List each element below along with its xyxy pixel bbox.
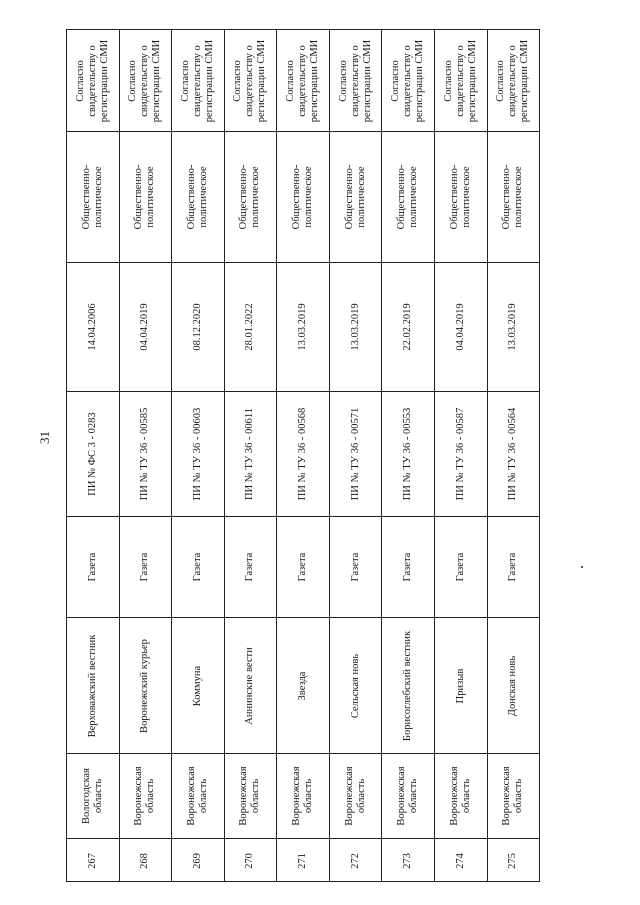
cell-media-type xyxy=(488,516,540,617)
cell-date-text: 14.04.2006 xyxy=(86,303,98,351)
cell-registration-basis xyxy=(120,30,172,131)
cell-row-number xyxy=(120,838,172,883)
cell-region xyxy=(172,753,224,838)
cell-media-name-text: Воронежский курьер xyxy=(139,638,151,733)
cell-media-type-text: Газета xyxy=(297,552,309,582)
cell-media-name-text: Сельская новь xyxy=(349,653,361,718)
cell-date xyxy=(277,262,329,391)
cell-license-number-text: ПИ № ТУ 36 - 00611 xyxy=(244,408,256,501)
cell-registration-basis-text: Согласно свидетельству о регистрации СМИ xyxy=(179,39,215,122)
cell-registration-basis xyxy=(67,30,119,131)
cell-registration-basis-text: Согласно свидетельству о регистрации СМИ xyxy=(390,39,426,122)
cell-region xyxy=(277,753,329,838)
cell-region xyxy=(225,753,277,838)
cell-license-number xyxy=(120,391,172,516)
cell-media-type xyxy=(67,516,119,617)
table-row xyxy=(435,30,488,881)
cell-row-number xyxy=(382,838,434,883)
cell-row-number xyxy=(225,838,277,883)
cell-registration-basis xyxy=(225,30,277,131)
cell-region-text: Воронежская область xyxy=(501,766,525,826)
cell-media-name-text: Призыв xyxy=(454,668,466,703)
cell-category-text: Общественно-политическое xyxy=(396,164,420,230)
cell-media-name-text: Аннинские вести xyxy=(244,646,256,725)
cell-category xyxy=(225,131,277,262)
cell-license-number-text: ПИ № ТУ 36 - 00603 xyxy=(191,407,203,501)
cell-license-number-text: ПИ № ТУ 36 - 00553 xyxy=(402,407,414,501)
cell-region-text: Воронежская область xyxy=(343,766,367,826)
cell-license-number xyxy=(67,391,119,516)
table-row xyxy=(225,30,278,881)
cell-region-text: Воронежская область xyxy=(185,766,209,826)
cell-registration-basis xyxy=(488,30,540,131)
cell-registration-basis-text: Согласно свидетельству о регистрации СМИ xyxy=(495,39,531,122)
cell-row-number-text: 271 xyxy=(297,853,309,869)
cell-license-number xyxy=(330,391,382,516)
cell-row-number xyxy=(172,838,224,883)
cell-region-text: Воронежская область xyxy=(396,766,420,826)
cell-date xyxy=(67,262,119,391)
cell-license-number-text: ПИ № ФС 3 - 0283 xyxy=(86,412,98,496)
cell-category-text: Общественно-политическое xyxy=(80,164,104,230)
cell-row-number xyxy=(435,838,487,883)
cell-category-text: Общественно-политическое xyxy=(238,164,262,230)
cell-row-number-text: 273 xyxy=(402,853,414,869)
cell-row-number-text: 269 xyxy=(191,853,203,869)
cell-media-name xyxy=(225,617,277,753)
cell-region xyxy=(382,753,434,838)
cell-date xyxy=(330,262,382,391)
cell-media-name xyxy=(382,617,434,753)
cell-date xyxy=(488,262,540,391)
cell-media-name xyxy=(330,617,382,753)
cell-row-number-text: 267 xyxy=(86,853,98,869)
cell-media-type-text: Газета xyxy=(454,552,466,582)
cell-license-number-text: ПИ № ТУ 36 - 00571 xyxy=(349,407,361,501)
cell-date xyxy=(435,262,487,391)
cell-media-type xyxy=(172,516,224,617)
cell-media-name xyxy=(277,617,329,753)
cell-registration-basis-text: Согласно свидетельству о регистрации СМИ xyxy=(74,39,110,122)
cell-license-number-text: ПИ № ТУ 36 - 00564 xyxy=(507,407,519,501)
cell-media-type-text: Газета xyxy=(507,552,519,582)
cell-row-number-text: 270 xyxy=(244,853,256,869)
cell-category xyxy=(172,131,224,262)
cell-date-text: 13.03.2019 xyxy=(507,303,519,351)
cell-media-type-text: Газета xyxy=(244,552,256,582)
cell-category xyxy=(435,131,487,262)
cell-region-text: Воронежская область xyxy=(448,766,472,826)
cell-registration-basis-text: Согласно свидетельству о регистрации СМИ xyxy=(285,39,321,122)
cell-region-text: Воронежская область xyxy=(238,766,262,826)
cell-category xyxy=(488,131,540,262)
page-number: 31 xyxy=(37,431,52,444)
table-row xyxy=(277,30,330,881)
cell-registration-basis-text: Согласно свидетельству о регистрации СМИ xyxy=(337,39,373,122)
cell-category xyxy=(120,131,172,262)
cell-registration-basis xyxy=(172,30,224,131)
cell-row-number xyxy=(488,838,540,883)
scan-speck xyxy=(581,566,583,568)
cell-region xyxy=(120,753,172,838)
cell-date-text: 22.02.2019 xyxy=(402,303,414,351)
table-row xyxy=(330,30,383,881)
cell-category-text: Общественно-политическое xyxy=(448,164,472,230)
table-row xyxy=(120,30,173,881)
cell-license-number xyxy=(172,391,224,516)
cell-region xyxy=(67,753,119,838)
cell-media-type xyxy=(330,516,382,617)
cell-date xyxy=(120,262,172,391)
cell-region xyxy=(488,753,540,838)
cell-region-text: Вологодская область xyxy=(80,767,104,825)
cell-license-number xyxy=(382,391,434,516)
cell-registration-basis-text: Согласно свидетельству о регистрации СМИ xyxy=(127,39,163,122)
cell-region xyxy=(435,753,487,838)
cell-date-text: 13.03.2019 xyxy=(297,303,309,351)
cell-date xyxy=(172,262,224,391)
cell-row-number-text: 274 xyxy=(454,853,466,869)
cell-category xyxy=(277,131,329,262)
cell-license-number-text: ПИ № ТУ 36 - 00587 xyxy=(454,407,466,501)
table-row xyxy=(488,30,541,881)
cell-category-text: Общественно-политическое xyxy=(291,164,315,230)
cell-category-text: Общественно-политическое xyxy=(185,164,209,230)
cell-media-type xyxy=(277,516,329,617)
cell-row-number xyxy=(277,838,329,883)
cell-license-number xyxy=(488,391,540,516)
cell-row-number-text: 272 xyxy=(349,853,361,869)
cell-region-text: Воронежская область xyxy=(291,766,315,826)
cell-date-text: 04.04.2019 xyxy=(139,303,151,351)
cell-media-name-text: Борисоглебский вестник xyxy=(402,630,414,741)
cell-media-type xyxy=(435,516,487,617)
cell-license-number xyxy=(435,391,487,516)
cell-date-text: 13.03.2019 xyxy=(349,303,361,351)
cell-row-number-text: 268 xyxy=(139,853,151,869)
cell-media-name-text: Звезда xyxy=(297,671,309,700)
cell-license-number xyxy=(225,391,277,516)
cell-license-number xyxy=(277,391,329,516)
cell-date-text: 08.12.2020 xyxy=(191,303,203,351)
cell-registration-basis xyxy=(330,30,382,131)
cell-registration-basis xyxy=(277,30,329,131)
cell-category xyxy=(382,131,434,262)
cell-date-text: 28.01.2022 xyxy=(244,303,256,351)
media-registry-table xyxy=(66,29,540,882)
cell-media-type-text: Газета xyxy=(191,552,203,582)
cell-row-number xyxy=(67,838,119,883)
cell-media-type xyxy=(225,516,277,617)
cell-category-text: Общественно-политическое xyxy=(501,164,525,230)
cell-media-name-text: Верховажский вестник xyxy=(86,634,98,737)
cell-date xyxy=(225,262,277,391)
cell-media-type xyxy=(120,516,172,617)
cell-media-type-text: Газета xyxy=(139,552,151,582)
cell-media-name-text: Донская новь xyxy=(507,655,519,716)
cell-category xyxy=(330,131,382,262)
cell-row-number xyxy=(330,838,382,883)
cell-registration-basis xyxy=(435,30,487,131)
cell-region xyxy=(330,753,382,838)
cell-category-text: Общественно-политическое xyxy=(133,164,157,230)
cell-media-name-text: Коммуна xyxy=(191,665,203,706)
cell-row-number-text: 275 xyxy=(507,853,519,869)
cell-media-type-text: Газета xyxy=(402,552,414,582)
cell-media-name xyxy=(172,617,224,753)
cell-media-name xyxy=(67,617,119,753)
cell-media-type-text: Газета xyxy=(349,552,361,582)
cell-registration-basis xyxy=(382,30,434,131)
table-row xyxy=(382,30,435,881)
cell-registration-basis-text: Согласно свидетельству о регистрации СМИ xyxy=(232,39,268,122)
cell-category xyxy=(67,131,119,262)
table-row xyxy=(67,30,120,881)
cell-license-number-text: ПИ № ТУ 36 - 00568 xyxy=(297,407,309,501)
cell-media-type xyxy=(382,516,434,617)
cell-region-text: Воронежская область xyxy=(133,766,157,826)
table-row xyxy=(172,30,225,881)
cell-media-name xyxy=(488,617,540,753)
cell-media-name xyxy=(120,617,172,753)
cell-media-name xyxy=(435,617,487,753)
cell-category-text: Общественно-политическое xyxy=(343,164,367,230)
cell-date xyxy=(382,262,434,391)
cell-registration-basis-text: Согласно свидетельству о регистрации СМИ xyxy=(442,39,478,122)
cell-media-type-text: Газета xyxy=(86,552,98,582)
cell-date-text: 04.04.2019 xyxy=(454,303,466,351)
cell-license-number-text: ПИ № ТУ 36 - 00585 xyxy=(139,407,151,501)
